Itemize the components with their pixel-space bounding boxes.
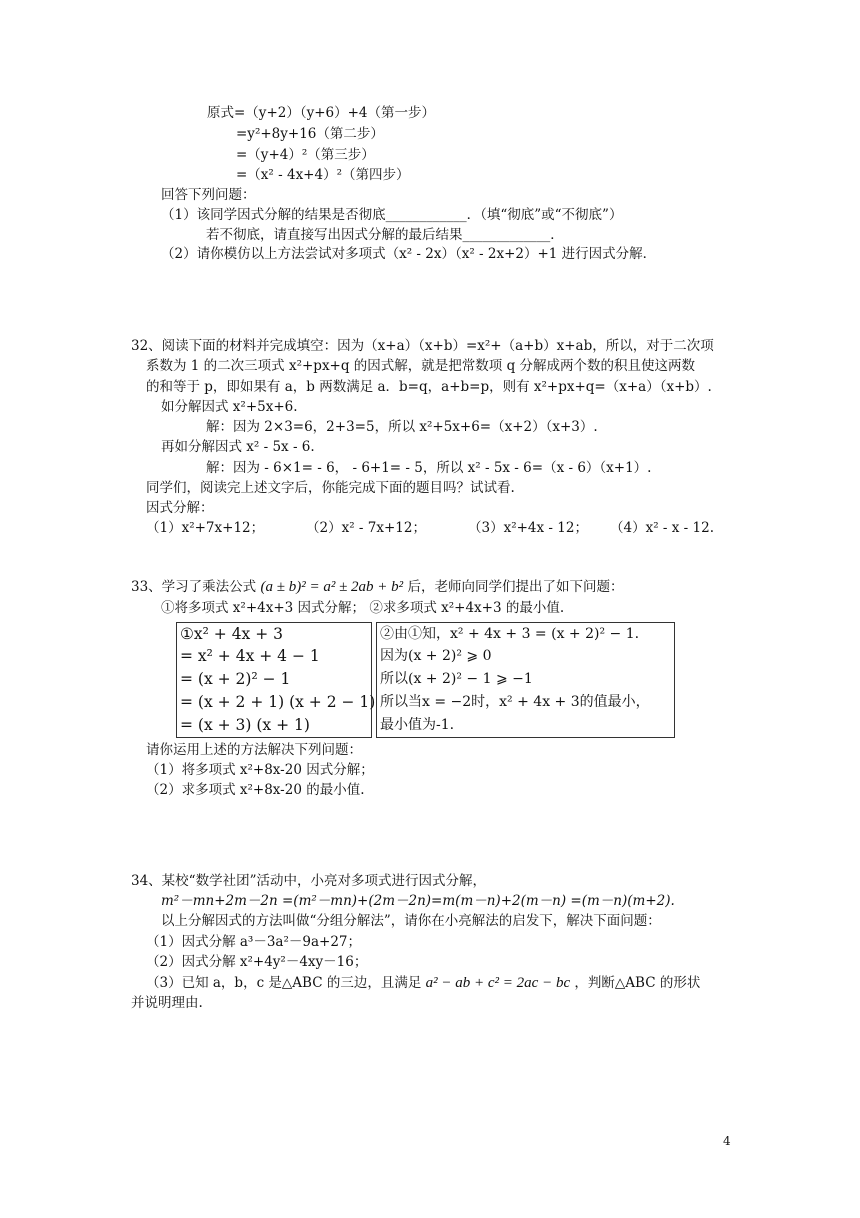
q33-left-line3: = (x + 2)² − 1 xyxy=(180,670,291,688)
q34-part2: （2）因式分解 x²+4y²－4xy－16； xyxy=(146,954,368,970)
q34-part3-formula: a² − ab + c² = 2ac − bc xyxy=(425,975,571,991)
q32-line3: 的和等于 p，即如果有 a，b 两数满足 a．b=q，a+b=p，则有 x²+px+q=（x+a）（x+b）. xyxy=(146,379,712,395)
q33-tasks: ①将多项式 x²+4x+3 因式分解； ②求多项式 x²+4x+3 的最小值. xyxy=(161,600,565,616)
q33-left-line5: = (x + 3) (x + 1) xyxy=(180,716,310,734)
q32-item2: （2）x² - 7x+12； xyxy=(306,520,426,536)
q32-item3: （3）x²+4x - 12； xyxy=(468,520,588,536)
q34-part1: （1）因式分解 a³－3a²－9a+27； xyxy=(146,934,362,950)
q33-intro-b: 后，老师向同学们提出了如下问题： xyxy=(407,579,624,595)
q31-part1: （1）该同学因式分解的结果是否彻底____________．（填“彻底”或“不彻底”） xyxy=(161,207,623,223)
q33-right-line1: ②由①知，x² + 4x + 3 = (x + 2)² − 1. xyxy=(380,626,640,642)
q34-part3-a: （3）已知 a，b，c 是△ABC 的三边，且满足 xyxy=(146,975,422,991)
q33-intro-a: 33、学习了乘法公式 xyxy=(131,579,257,595)
q31-step3: =（y+4）²（第三步） xyxy=(236,147,375,163)
q32-line5: 解：因为 2×3=6，2+3=5，所以 x²+5x+6=（x+2）（x+3）. xyxy=(206,419,598,435)
q31-step1: 原式=（y+2）（y+6）+4（第一步） xyxy=(207,105,436,121)
q32-item1: （1）x²+7x+12； xyxy=(146,520,265,536)
q34-part3-b: ，判断△ABC 的形状 xyxy=(574,975,701,991)
q31-step2: =y²+8y+16（第二步） xyxy=(236,126,384,142)
q32-line8: 同学们，阅读完上述文字后，你能完成下面的题目吗？试试看. xyxy=(146,480,515,496)
q33-solution-box-right xyxy=(376,622,675,738)
q33-part2: （2）求多项式 x²+8x-20 的最小值. xyxy=(146,782,365,798)
q34-line1: 34、某校“数学社团”活动中，小亮对多项式进行因式分解， xyxy=(131,873,486,889)
q33-right-line3: 所以(x + 2)² − 1 ⩾ −1 xyxy=(380,671,533,687)
q32-line6: 再如分解因式 x² - 5x - 6. xyxy=(161,439,315,455)
q33-left-line4: = (x + 2 + 1) (x + 2 − 1) xyxy=(180,693,376,711)
q33-intro xyxy=(131,578,623,596)
q32-line2: 系数为 1 的二次三项式 x²+px+q 的因式解，就是把常数项 q 分解成两个数的积且使这两数 xyxy=(146,358,696,374)
q33-right-line4: 所以当x = −2时，x² + 4x + 3的值最小， xyxy=(380,694,650,710)
q32-line9: 因式分解： xyxy=(146,500,214,516)
q34-line3: 以上分解因式的方法叫做“分组分解法”，请你在小亮解法的启发下，解决下面问题： xyxy=(161,913,661,929)
q32-line1: 32、阅读下面的材料并完成填空：因为（x+a）（x+b）=x²+（a+b）x+ab，所以，对于二次项 xyxy=(131,338,714,354)
q33-part1: （1）将多项式 x²+8x-20 因式分解； xyxy=(146,762,374,778)
q32-line7: 解：因为 - 6×1= - 6， - 6+1= - 5，所以 x² - 5x - 6=（x - 6）（x+1）. xyxy=(206,460,652,476)
q34-part3 xyxy=(146,974,700,992)
page-number: 4 xyxy=(723,1134,731,1148)
q33-right-line5: 最小值为-1. xyxy=(380,717,455,733)
q31-step4: =（x² - 4x+4）²（第四步） xyxy=(236,167,410,183)
q31-part1b: 若不彻底，请直接写出因式分解的最后结果_____________． xyxy=(206,227,564,243)
q33-formula: (a ± b)² = a² ± 2ab + b² xyxy=(260,579,404,595)
q33-right-line2: 因为(x + 2)² ⩾ 0 xyxy=(380,648,492,664)
q33-left-line1: ①x² + 4x + 3 xyxy=(180,625,283,643)
q31-answer-intro: 回答下列问题： xyxy=(161,187,256,203)
q33-left-line2: = x² + 4x + 4 − 1 xyxy=(180,647,320,665)
q33-solution-box-left xyxy=(176,622,376,738)
q32-item4: （4）x² - x - 12. xyxy=(610,520,714,536)
q31-part2: （2）请你模仿以上方法尝试对多项式（x² - 2x）（x² - 2x+2）+1 进行因式分解． xyxy=(161,246,657,262)
q32-line4: 如分解因式 x²+5x+6. xyxy=(161,399,298,415)
q33-ask: 请你运用上述的方法解决下列问题： xyxy=(146,742,362,758)
q34-part3-continued: 并说明理由. xyxy=(131,995,203,1011)
q34-line2: m²－mn+2m－2n =(m²－mn)+(2m－2n)=m(m－n)+2(m－n) =(m－n)(m+2). xyxy=(161,893,675,909)
